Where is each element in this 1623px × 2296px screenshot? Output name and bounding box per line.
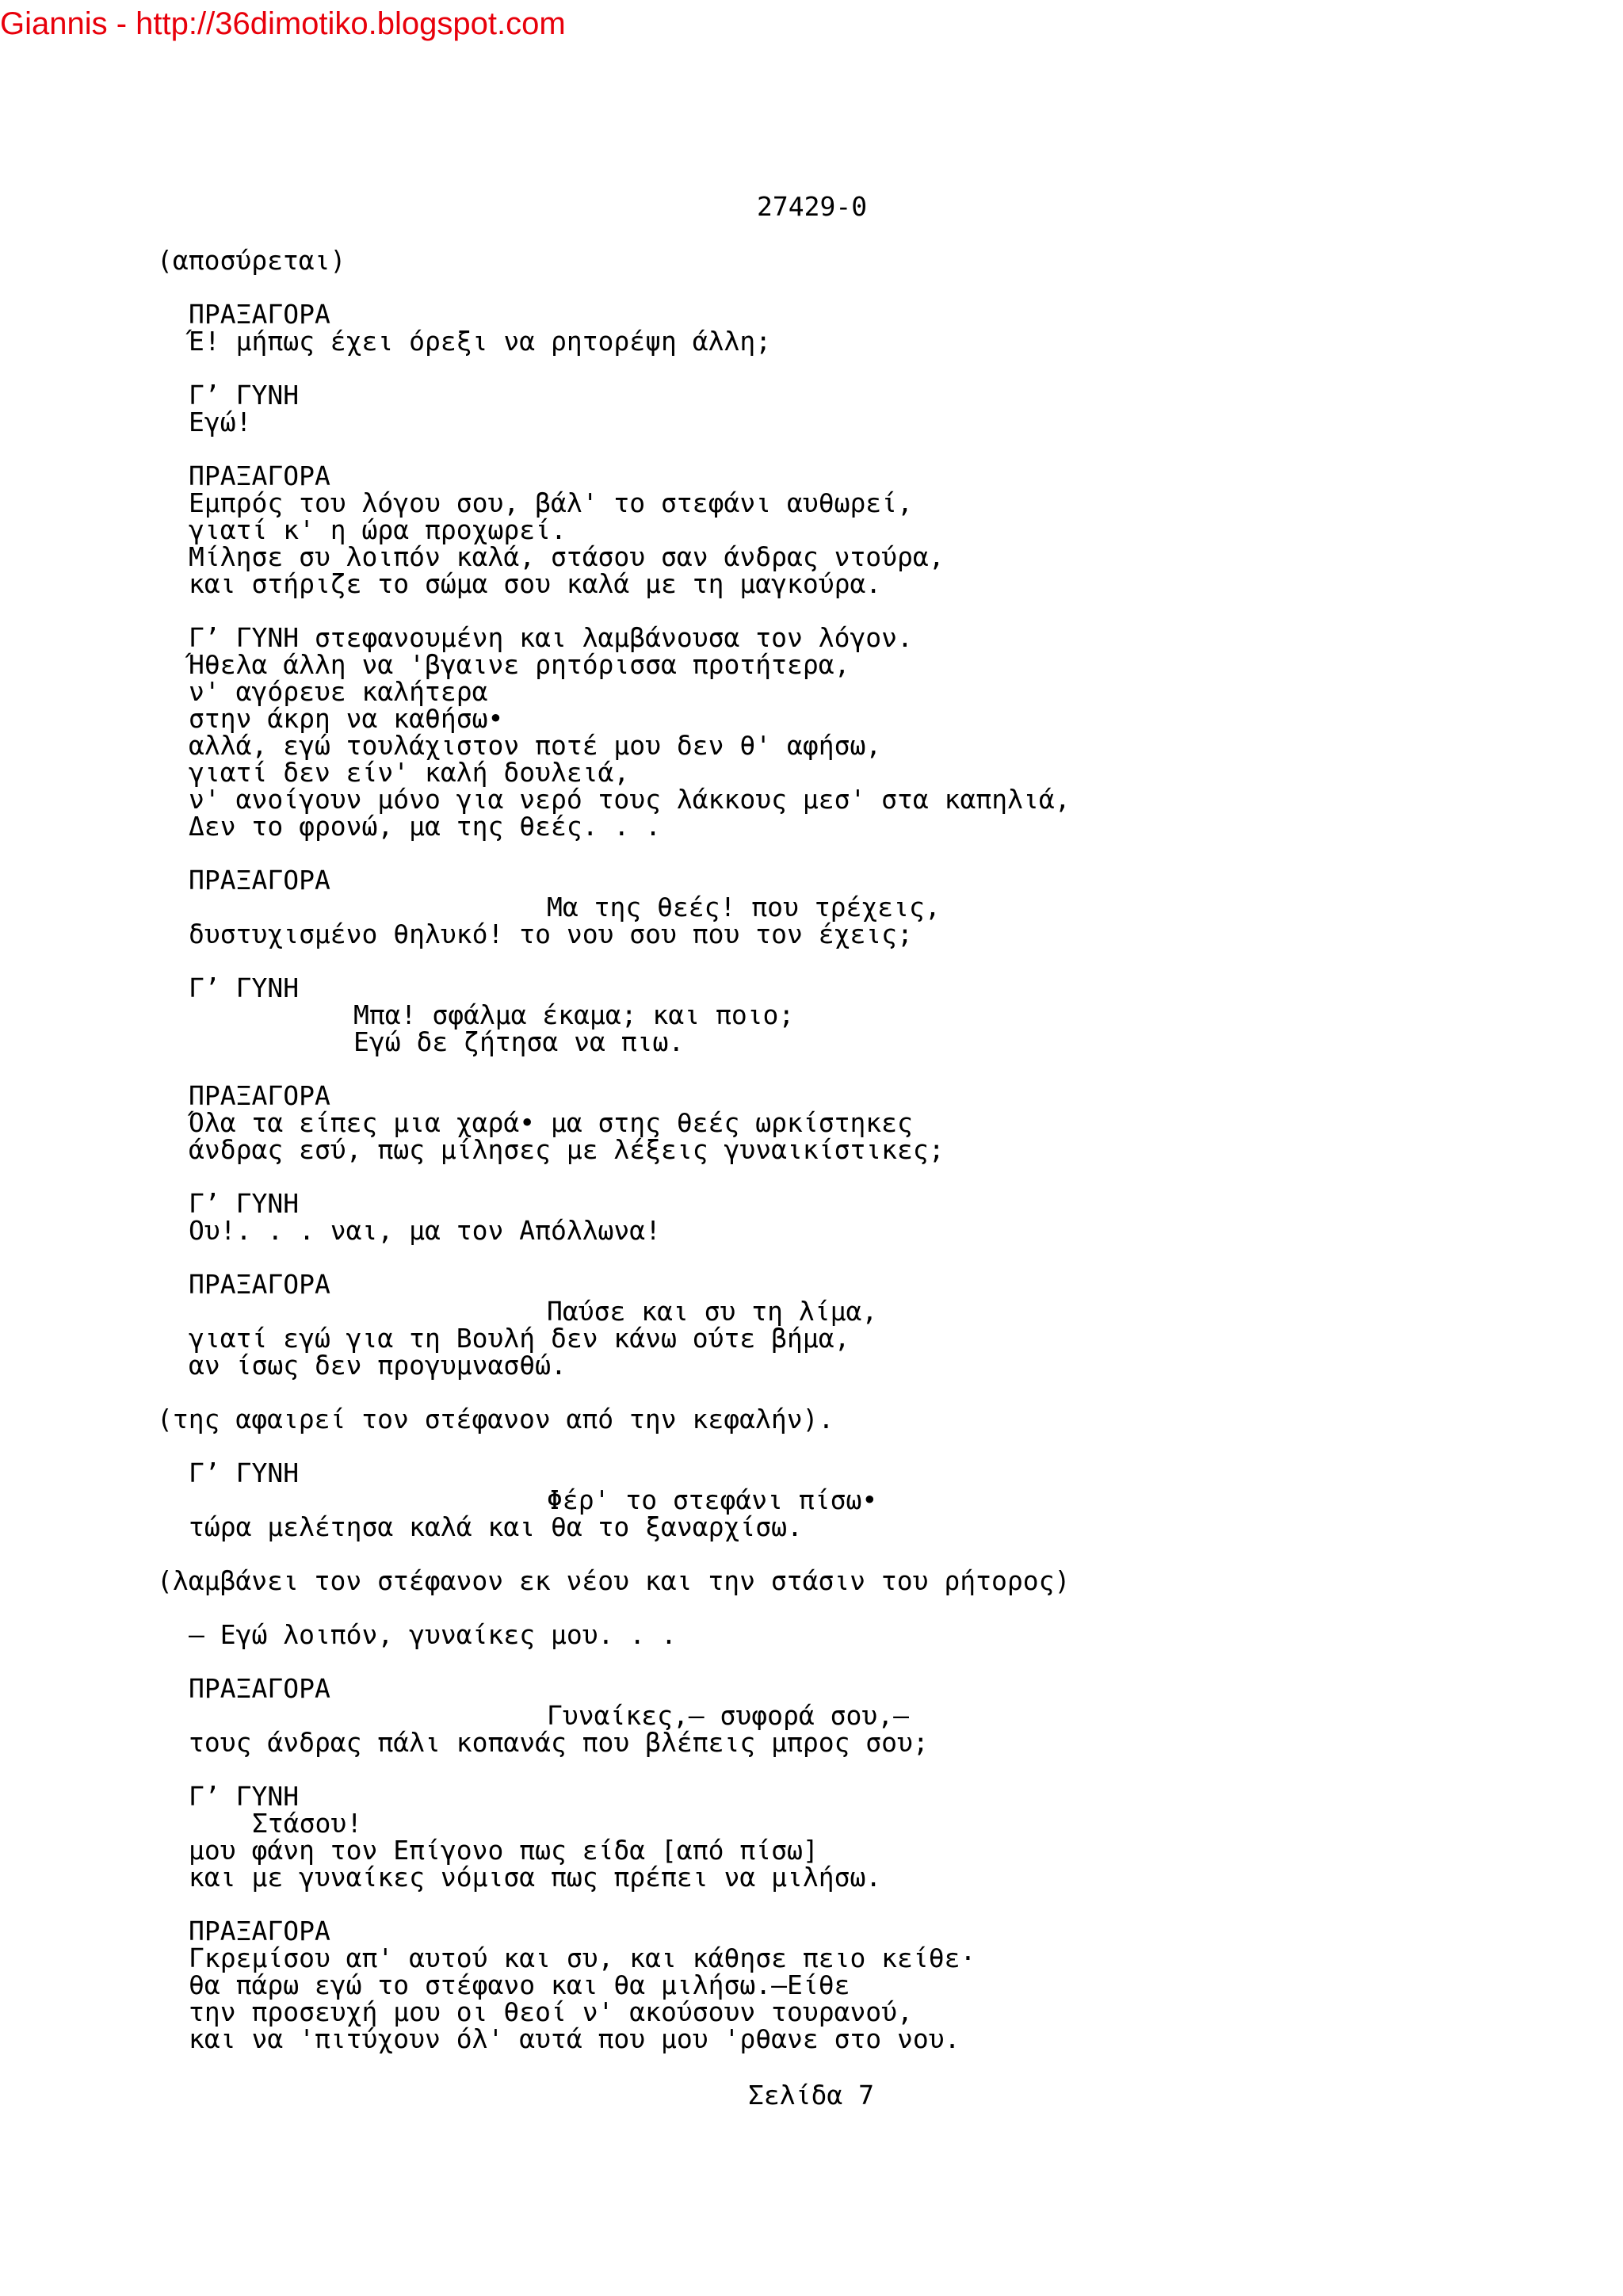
verse-line: Γκρεμίσου απ' αυτού και συ, και κάθησε πειο κείθε· bbox=[189, 1943, 976, 1973]
speaker-name: ΠΡΑΞΑΓΟΡΑ bbox=[189, 1080, 330, 1111]
speaker-name: Γ’ ΓΥΝΗ στεφανουμένη και λαμβάνουσα τον λόγον. bbox=[189, 622, 913, 653]
verse-line: Εγώ! bbox=[189, 407, 252, 437]
document-header: 27429-0 bbox=[757, 191, 868, 222]
speaker-name: ΠΡΑΞΑΓΟΡΑ bbox=[189, 299, 330, 330]
verse-line: θα πάρω εγώ το στέφανο και θα μιλήσω.—Είθε bbox=[189, 1969, 850, 2000]
verse-line: Ήθελα άλλη να 'βγαινε ρητόρισσα προτήτερα, bbox=[189, 649, 850, 680]
verse-line: Φέρ' το στεφάνι πίσω• bbox=[547, 1484, 878, 1515]
watermark-link[interactable]: Giannis - http://36dimotiko.blogspot.com bbox=[0, 6, 566, 41]
verse-line: αλλά, εγώ τουλάχιστον ποτέ μου δεν θ' αφήσω, bbox=[189, 730, 882, 761]
verse-line: Γυναίκες,— συφορά σου,— bbox=[547, 1700, 909, 1731]
verse-line: Όλα τα είπες μια χαρά• μα στης θεές ωρκίστηκες bbox=[189, 1107, 913, 1138]
verse-line: στην άκρη να καθήσω• bbox=[189, 703, 504, 734]
speaker-name: ΠΡΑΞΑΓΟΡΑ bbox=[189, 865, 330, 896]
speaker-name: ΠΡΑΞΑΓΟΡΑ bbox=[189, 1916, 330, 1946]
verse-line: αν ίσως δεν προγυμνασθώ. bbox=[189, 1350, 567, 1381]
speaker-name: Γ’ ΓΥΝΗ bbox=[189, 1457, 300, 1488]
verse-line: γιατί εγώ για τη Βουλή δεν κάνω ούτε βήμα, bbox=[189, 1323, 850, 1354]
verse-line: και να 'πιτύχουν όλ' αυτά που μου 'ρθανε στο νου. bbox=[189, 2023, 960, 2054]
verse-line: — Εγώ λοιπόν, γυναίκες μου. . . bbox=[189, 1619, 677, 1650]
verse-line: γιατί κ' η ώρα προχωρεί. bbox=[189, 514, 567, 545]
verse-line: Ου!. . . ναι, μα τον Απόλλωνα! bbox=[189, 1215, 662, 1246]
verse-line: την προσευχή μου οι θεοί ν' ακούσουν τουρανού, bbox=[189, 1996, 913, 2027]
verse-line: Παύσε και συ τη λίμα, bbox=[547, 1296, 878, 1327]
speaker-name: Γ’ ΓΥΝΗ bbox=[189, 1188, 300, 1219]
verse-line: Δεν το φρονώ, μα της θεές. . . bbox=[189, 811, 662, 842]
speaker-name: Γ’ ΓΥΝΗ bbox=[189, 1781, 300, 1812]
verse-line: και με γυναίκες νόμισα πως πρέπει να μιλήσω. bbox=[189, 1862, 882, 1893]
verse-line: Μα της θεές! που τρέχεις, bbox=[547, 892, 941, 923]
verse-line: τώρα μελέτησα καλά και θα το ξαναρχίσω. bbox=[189, 1511, 803, 1542]
verse-line: και στήριζε το σώμα σου καλά με τη μαγκούρα. bbox=[189, 568, 882, 599]
speaker-name: ΠΡΑΞΑΓΟΡΑ bbox=[189, 1673, 330, 1704]
stage-direction: (λαμβάνει τον στέφανον εκ νέου και την στάσιν του ρήτορος) bbox=[157, 1565, 1071, 1596]
verse-line: ν' ανοίγουν μόνο για νερό τους λάκκους μεσ' στα καπηλιά, bbox=[189, 784, 1071, 815]
speaker-name: Γ’ ΓΥΝΗ bbox=[189, 972, 300, 1003]
speaker-name: ΠΡΑΞΑΓΟΡΑ bbox=[189, 1269, 330, 1300]
speaker-name: ΠΡΑΞΑΓΟΡΑ bbox=[189, 460, 330, 491]
verse-line: δυστυχισμένο θηλυκό! το νου σου που τον έχεις; bbox=[189, 919, 913, 949]
verse-line: Εγώ δε ζήτησα να πιω. bbox=[353, 1026, 685, 1057]
verse-line: άνδρας εσύ, πως μίλησες με λέξεις γυναικίστικες; bbox=[189, 1134, 945, 1165]
verse-line: Στάσου! bbox=[252, 1808, 363, 1839]
verse-line: τους άνδρας πάλι κοπανάς που βλέπεις μπρος σου; bbox=[189, 1727, 929, 1758]
stage-direction: (αποσύρεται) bbox=[157, 245, 346, 276]
verse-line: Έ! μήπως έχει όρεξι να ρητορέψη άλλη; bbox=[189, 326, 772, 357]
verse-line: Μίλησε συ λοιπόν καλά, στάσου σαν άνδρας ντούρα, bbox=[189, 541, 945, 572]
verse-line: Εμπρός του λόγου σου, βάλ' το στεφάνι αυθωρεί, bbox=[189, 487, 913, 518]
speaker-name: Γ’ ΓΥΝΗ bbox=[189, 380, 300, 411]
stage-direction: (της αφαιρεί τον στέφανον από την κεφαλήν). bbox=[157, 1404, 834, 1435]
page-number: Σελίδα 7 bbox=[748, 2080, 874, 2111]
verse-line: γιατί δεν είν' καλή δουλειά, bbox=[189, 757, 630, 788]
verse-line: ν' αγόρευε καλήτερα bbox=[189, 676, 488, 707]
verse-line: μου φάνη τον Επίγονο πως είδα [από πίσω] bbox=[189, 1835, 819, 1866]
verse-line: Μπα! σφάλμα έκαμα; και ποιο; bbox=[353, 999, 795, 1030]
